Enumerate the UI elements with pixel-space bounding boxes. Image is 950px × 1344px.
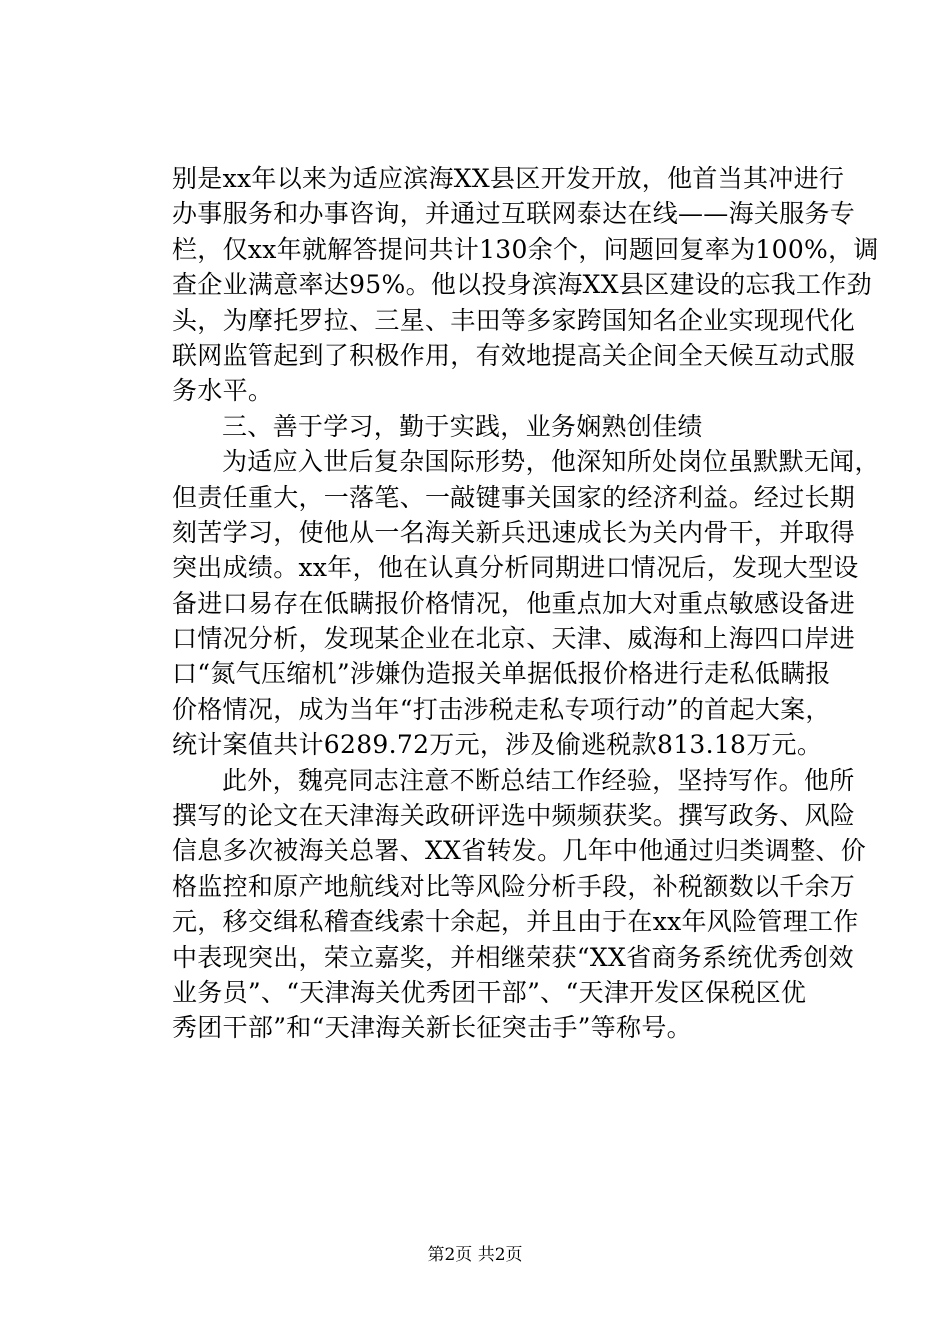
section-heading: 三、善于学习，勤于实践，业务娴熟创佳绩 (222, 411, 703, 441)
text-line: 查企业满意率达95%。他以投身滨海XX县区建设的忘我工作劲 (172, 270, 872, 300)
text-line: 口情况分析，发现某企业在北京、天津、威海和上海四口岸进 (172, 624, 856, 654)
text-line: 秀团干部”和“天津海关新长征突击手”等称号。 (172, 1013, 692, 1043)
text-line: 头，为摩托罗拉、三星、丰田等多家跨国知名企业实现现代化 (172, 305, 856, 335)
text-line: 办事服务和办事咨询，并通过互联网泰达在线——海关服务专 (172, 199, 856, 229)
text-line: 口“氮气压缩机”涉嫌伪造报关单据低报价格进行走私低瞒报 (172, 659, 831, 689)
text-line: 格监控和原产地航线对比等风险分析手段，补税额数以千余万 (172, 871, 856, 901)
text-line: 刻苦学习，使他从一名海关新兵迅速成长为关内骨干，并取得 (172, 517, 856, 547)
body-text (172, 161, 880, 1046)
text-line: 信息多次被海关总署、XX省转发。几年中他通过归类调整、价 (172, 836, 866, 866)
text-line: 但责任重大，一落笔、一敲键事关国家的经济利益。经过长期 (172, 482, 856, 512)
text-line: 联网监管起到了积极作用，有效地提高关企间全天候互动式服 (172, 340, 856, 370)
page-number-footer: 第2页 共2页 (427, 1245, 523, 1265)
text-line: 中表现突出，荣立嘉奖，并相继荣获“XX省商务系统优秀创效 (172, 942, 854, 972)
text-line: 突出成绩。xx年，他在认真分析同期进口情况后，发现大型设 (172, 553, 859, 583)
text-line: 统计案值共计6289.72万元，涉及偷逃税款813.18万元。 (172, 730, 823, 760)
paragraph-start-line: 此外，魏亮同志注意不断总结工作经验，坚持写作。他所 (222, 765, 855, 795)
text-line: 业务员”、“天津海关优秀团干部”、“天津开发区保税区优 (172, 977, 807, 1007)
text-line: 务水平。 (172, 376, 274, 406)
text-line: 元，移交缉私稽查线索十余起，并且由于在xx年风险管理工作 (172, 907, 859, 937)
text-line: 栏，仅xx年就解答提问共计130余个，问题回复率为100%，调 (172, 234, 879, 264)
text-line: 备进口易存在低瞒报价格情况，他重点加大对重点敏感设备进 (172, 588, 856, 618)
text-line: 价格情况，成为当年“打击涉税走私专项行动”的首起大案， (172, 694, 831, 724)
paragraph-start-line: 为适应入世后复杂国际形势，他深知所处岗位虽默默无闻， (222, 447, 880, 477)
text-line: 撰写的论文在天津海关政研评选中频频获奖。撰写政务、风险 (172, 801, 856, 831)
text-line: 别是xx年以来为适应滨海XX县区开发开放，他首当其冲进行 (172, 164, 845, 193)
